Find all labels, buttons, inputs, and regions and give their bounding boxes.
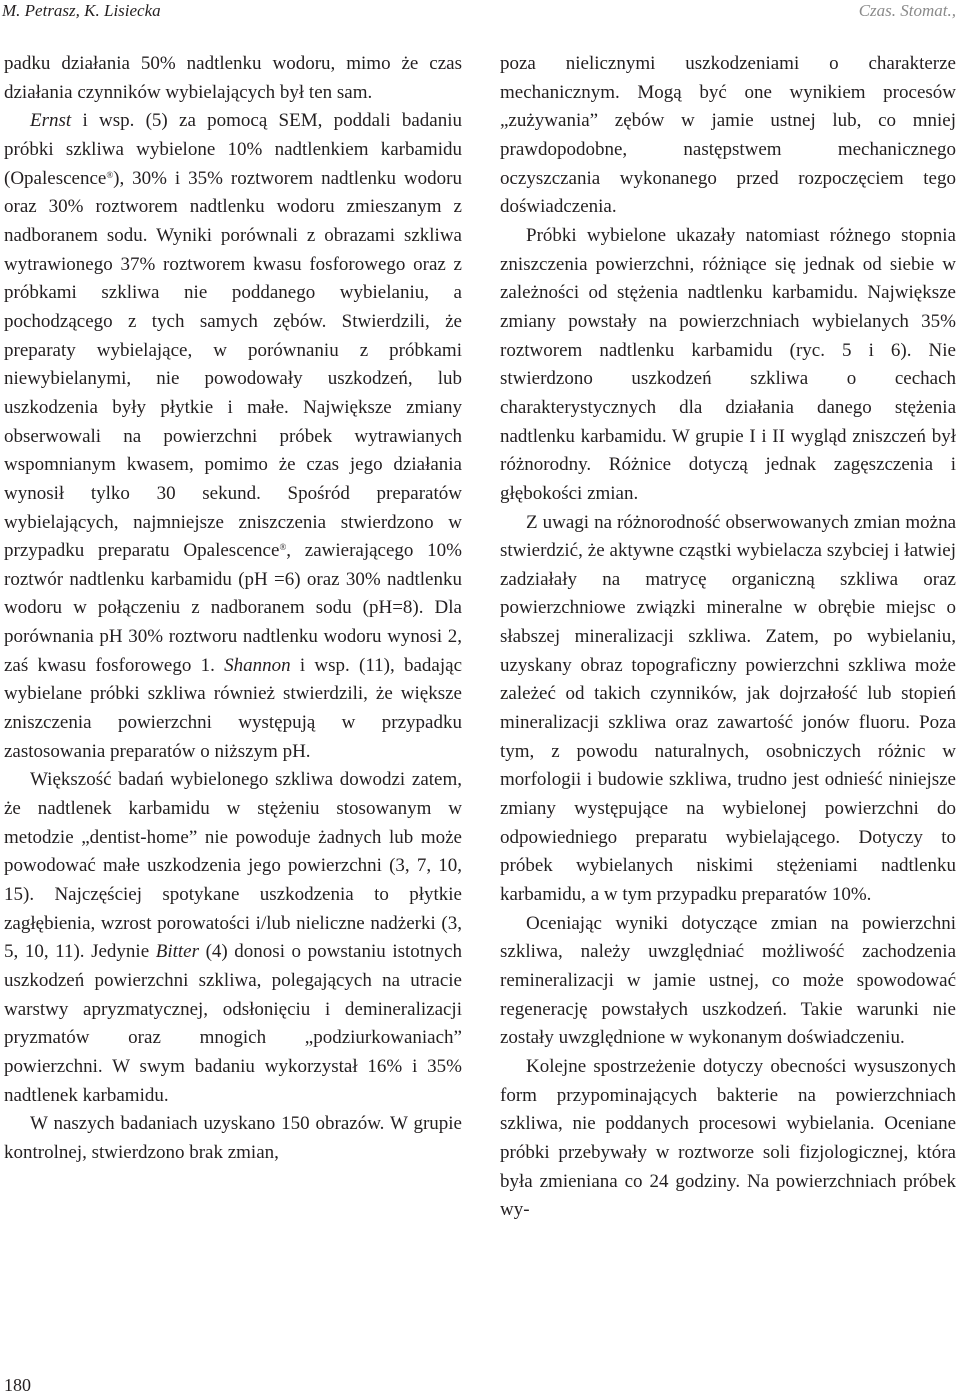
left-p3-text-a: Większość badań wybielonego szkliwa dowodzi zatem, że nadtlenek karbamidu w stężeniu stosowanym w metodzie „dentist-home” nie powoduje żadnych lub może powodować małe uszkodzenia jego powierzchni (3, 7, 10, 15). Najczęściej spotykane uszkodzenia to płytkie zagłębienia, wzrost porowatości i/lub nieliczne nadżerki (3, 5, 10, 11). Jedynie [4,769,462,963]
left-paragraph-4: W naszych badaniach uzyskano 150 obrazów. W grupie kontrolnej, stwierdzono brak zmian, [4,1113,462,1163]
author-ernst: Ernst [30,110,72,132]
right-paragraph-5: Kolejne spostrzeżenie dotyczy obecności wysuszonych form przypominających bakterie na powierzchniach szkliwa, nie poddanych procesowi wybielania. Oceniane próbki przebywały w roztworze soli fizjologicznej, która była zmieniana co 24 godziny. Na powierzchniach próbek wy- [500,1055,956,1221]
left-p2-text-a: i wsp. (5) za pomocą SEM, poddali badaniu próbki szkliwa wybielone 10% nadtlenkiem karbamidu (Opalescence [4,110,462,189]
registered-mark: ® [106,169,114,180]
left-paragraph-3 [4,766,462,1110]
right-column [500,50,956,1225]
left-paragraph-1: padku działania 50% nadtlenku wodoru, mimo że czas działania czynników wybielających był ten sam. [4,53,462,103]
right-paragraph-4: Oceniając wyniki dotyczące zmian na powierzchni szkliwa, należy uwzględniać możliwość zachodzenia remineralizacji w jamie ustnej, co może spowodować regenerację powstałych uszkodzeń. Takie warunki nie zostały uwzględnione w wykonanym doświadczeniu. [500,912,956,1049]
right-paragraph-1: poza nielicznymi uszkodzeniami o charakterze mechanicznym. Mogą być one wynikiem procesów „zużywania” zębów w jamie ustnej lub, co mniej prawdopodobne, następstwem mechanicznego oczyszczania wykonanego przed rozpoczęciem tego doświadczenia. [500,53,956,218]
left-p2-text-d: i wsp. (11), badając wybielane próbki szkliwa również stwierdzili, że większe zniszczenia powierzchni występują w przypadku zastosowania preparatów o niższym pH. [4,654,463,762]
header-journal: Czas. Stomat., [858,1,956,20]
registered-mark: ® [279,542,287,553]
page-number: 180 [4,1375,31,1395]
author-shannon: Shannon [224,654,291,676]
left-p3-text-b: (4) donosi o powstaniu istotnych uszkodzeń powierzchni szkliwa, polegających na utracie warstwy apryzmatycznej, odsłonięciu i demineralizacji pryzmatów oraz mnogich „podziurkowaniach” powierzchni. W swym badaniu wykorzystał 16% i 35% nadtlenek karbamidu. [4,941,462,1106]
author-bitter: Bitter [155,941,199,963]
header-authors: M. Petrasz, K. Lisiecka [2,1,161,20]
left-p2-text-b: ), 30% i 35% roztworem nadtlenku wodoru oraz 30% roztworem nadtlenku wodoru zmieszanym z nadboranem sodu. Wyniki porównali z obrazami szkliwa wytrawionego 37% roztworem kwasu fosforowego oraz z próbkami szkliwa nie poddanego wybielaniu, a pochodzącego z tych samych zębów. Stwierdzili, że preparaty wybielające, w porównaniu z próbkami niewybielanymi, nie powodowały uszkodzeń, lub uszkodzenia były płytkie i małe. Największe zmiany obserwowali na powierzchni próbek wytrawianych wspomnianym kwasem, pomimo że czas jego działania wynosił tylko 30 sekund. Spośród preparatów wybielających, najmniejsze zniszczenia stwierdzono w przypadku preparatu Opalescence [4,167,462,562]
left-paragraph-2 [4,107,462,766]
left-column [4,50,462,1168]
page-header [0,0,960,24]
left-p2-text-c: , zawierającego 10% roztwór nadtlenku karbamidu (pH =6) oraz 30% nadtlenku wodoru w połączeniu z nadboranem sodu (pH=8). Dla porównania pH 30% roztworu nadtlenku wodoru wynosi 2, zaś kwasu fosforowego 1. [4,540,463,676]
right-paragraph-3: Z uwagi na różnorodność obserwowanych zmian można stwierdzić, że aktywne cząstki wybielacza szybciej i łatwiej zadziałały na matrycę organiczną szkliwa oraz powierzchniowe związki mineralne w obrębie miejsc o słabszej mineralizacji szkliwa. Zatem, po wybielaniu, uzyskany obraz topograficzny powierzchni szkliwa może zależeć od takich czynników, jak dojrzałość lub stopień mineralizacji szkliwa oraz zawartość jonów fluoru. Poza tym, z powodu naturalnych, osobniczych różnic w morfologii i budowie szkliwa, trudno jest odnieść niniejsze zmiany występujące na wybielonej powierzchni do odpowiedniego preparatu wybielającego. Dotyczy to próbek wybielanych niskimi stężeniami nadtlenku karbamidu, a w tym przypadku preparatów 10%. [500,511,956,906]
right-paragraph-2: Próbki wybielone ukazały natomiast różnego stopnia zniszczenia powierzchni, różniące się jednak od siebie w zależności od stężenia nadtlenku karbamidu. Największe zmiany powstały na powierzchniach wybielanych 35% roztworem nadtlenku karbamidu (ryc. 5 i 6). Nie stwierdzono uszkodzeń szkliwa o cechach charakterystycznych dla działania danego stężenia nadtlenku karbamidu. W grupie I i II wygląd zniszczeń był różnorodny. Różnice dotyczą jednak zagęszczenia i głębokości zmian. [500,224,956,504]
